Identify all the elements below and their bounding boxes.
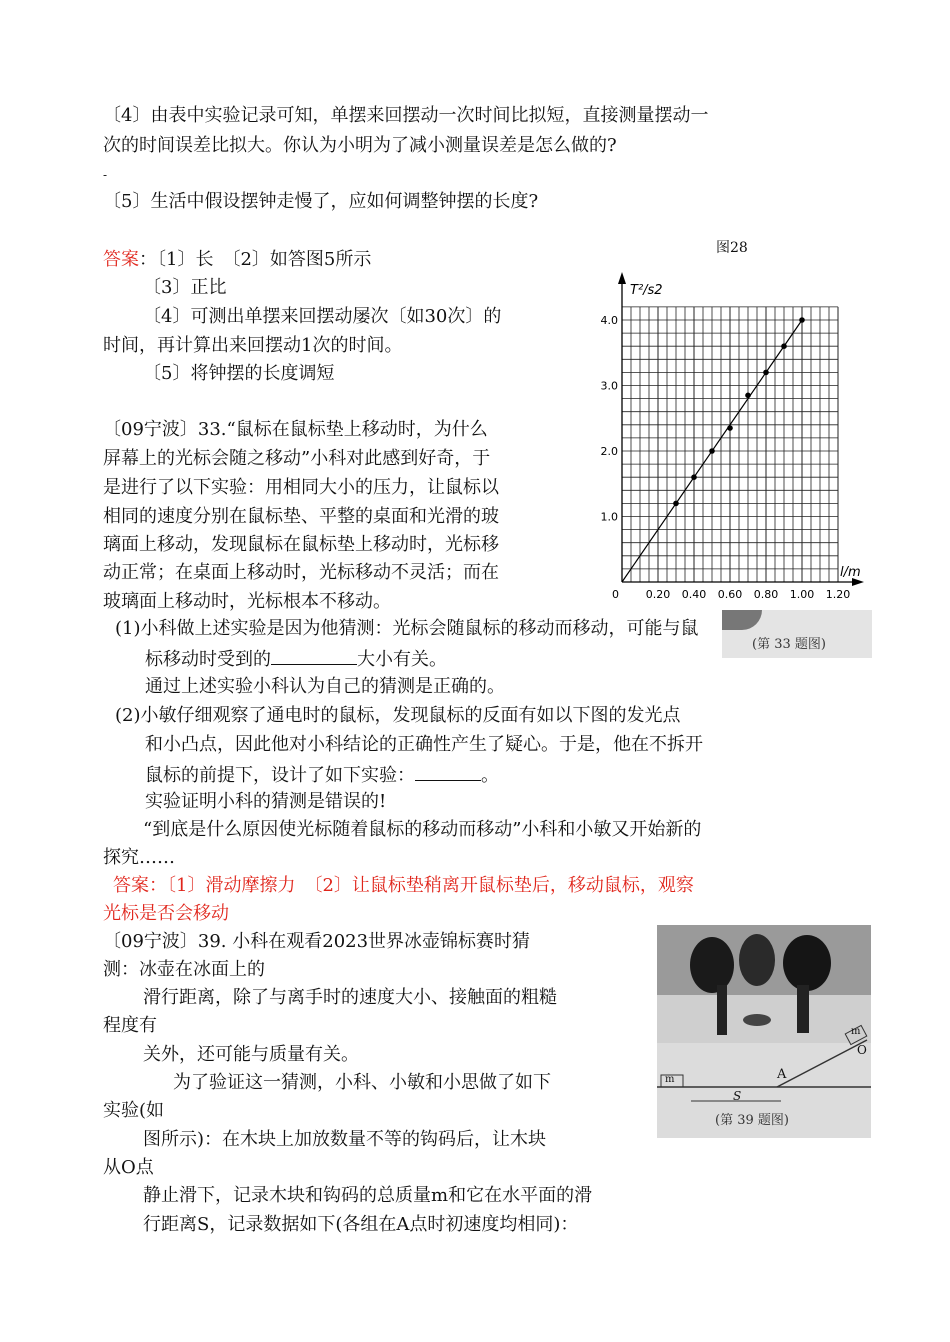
data-point xyxy=(763,370,769,376)
pendulum-chart xyxy=(590,260,861,605)
y-tick-label: 1.0 xyxy=(600,510,618,524)
q33-part2-line2: 和小凸点，因此他对小科结论的正确性产生了疑心。于是，他在不拆开 xyxy=(145,734,703,755)
q33-part1-post: 大小有关。 xyxy=(357,649,447,670)
fig39-label-o: O xyxy=(857,1043,867,1057)
x-axis-label: l/m xyxy=(840,565,861,580)
q33-part2-post: 。 xyxy=(481,765,499,786)
q39-line: 〔09宁波〕39. 小科在观看2023世界冰壶锦标赛时猜 xyxy=(103,931,531,952)
q33-line: 璃面上移动，发现鼠标在鼠标垫上移动时，光标移 xyxy=(103,534,499,555)
stray-dash: - xyxy=(103,168,108,182)
q33-answer-line2: 光标是否会移动 xyxy=(103,903,229,924)
q39-line: 测：冰壶在冰面上的 xyxy=(103,959,265,980)
answer-line5: 〔5〕将钟摆的长度调短 xyxy=(143,363,335,384)
fig39-caption: (第 39 题图) xyxy=(715,1113,789,1128)
x-tick-label: 1.00 xyxy=(789,588,815,601)
answer-line1 xyxy=(103,248,371,272)
q39-line: 行距离S，记录数据如下(各组在A点时初速度均相同)： xyxy=(143,1214,579,1235)
q39-line: 图所示)：在木块上加放数量不等的钩码后，让木块 xyxy=(143,1129,547,1150)
q33-line: 相同的速度分别在鼠标垫、平整的桌面和光滑的玻 xyxy=(103,506,499,527)
data-point xyxy=(709,448,715,454)
chart-container xyxy=(590,260,861,605)
q4-line2: 次的时间误差比拟大。你认为小明为了减小测量误差是怎么做的? xyxy=(103,135,617,156)
x-tick-label: 0.60 xyxy=(717,588,743,601)
q39-line: 滑行距离，除了与离手时的速度大小、接触面的粗糙 xyxy=(143,987,557,1008)
figure-33-caption: (第 33 题图) xyxy=(752,637,826,652)
answer-line2: 〔3〕正比 xyxy=(143,277,227,298)
q4-line1: 〔4〕由表中实验记录可知，单摆来回摆动一次时间比拟短，直接测量摆动一 xyxy=(103,105,709,126)
q33-closing-line1: “到底是什么原因使光标随着鼠标的移动而移动”小科和小敏又开始新的 xyxy=(143,819,702,840)
answer-blank-1[interactable] xyxy=(271,646,357,665)
data-point xyxy=(781,343,787,349)
q33-part2-line1: (2)小敏仔细观察了通电时的鼠标，发现鼠标的反面有如以下图的发光点 xyxy=(115,705,681,726)
q33-answer-line1: 答案：〔1〕滑动摩擦力 〔2〕让鼠标垫稍离开鼠标垫后，移动鼠标，观察 xyxy=(113,875,694,896)
mouse-shape xyxy=(722,610,762,630)
answer-line3: 〔4〕可测出单摆来回摆动屡次〔如30次〕的 xyxy=(143,306,502,327)
figure-33-photo xyxy=(722,610,872,658)
q33-line: 屏幕上的光标会随之移动”小科对此感到好奇，于 xyxy=(103,448,491,469)
q33-part1-line2 xyxy=(145,646,447,672)
q33-closing-line2: 探究…… xyxy=(103,847,175,868)
answer-line1-text: ：〔1〕长 〔2〕如答图5所示 xyxy=(139,249,372,270)
q39-line: 实验(如 xyxy=(103,1100,165,1121)
figure-39 xyxy=(657,925,871,1138)
y-tick-label: 4.0 xyxy=(600,314,618,327)
y-axis-label: T²/s2 xyxy=(630,283,663,298)
q39-line: 为了验证这一猜测，小科、小敏和小思做了如下 xyxy=(173,1072,551,1093)
fig39-label-s: S xyxy=(733,1089,742,1103)
answer-line4: 时间，再计算出来回摆动1次的时间。 xyxy=(103,335,403,356)
q33-part1-line3: 通过上述实验小科认为自己的猜测是正确的。 xyxy=(145,676,505,697)
x-tick-label: 1.20 xyxy=(825,588,851,601)
q33-line: 玻璃面上移动时，光标根本不移动。 xyxy=(103,591,391,612)
answer-label: 答案 xyxy=(103,249,139,270)
q33-line: 〔09宁波〕33.“鼠标在鼠标垫上移动时，为什么 xyxy=(103,419,488,440)
data-point xyxy=(673,501,679,507)
q39-line: 从O点 xyxy=(103,1157,154,1178)
fig39-mass-left: m xyxy=(665,1074,675,1085)
q39-line: 关外，还可能与质量有关。 xyxy=(143,1044,359,1065)
q39-line: 静止滑下，记录木块和钩码的总质量m和它在水平面的滑 xyxy=(143,1185,593,1206)
q33-line: 是进行了以下实验：用相同大小的压力，让鼠标以 xyxy=(103,477,499,498)
q5-text: 〔5〕生活中假设摆钟走慢了，应如何调整钟摆的长度? xyxy=(103,191,539,212)
fig39-label-a: A xyxy=(777,1067,787,1082)
x-tick-label: 0.40 xyxy=(681,588,707,601)
x-tick-label: 0.20 xyxy=(645,588,671,601)
figure-caption: 图28 xyxy=(716,240,748,256)
data-point xyxy=(691,474,697,480)
q33-part1-pre: 标移动时受到的 xyxy=(145,649,271,670)
origin-label: 0 xyxy=(612,588,619,601)
data-point xyxy=(745,393,751,399)
data-point xyxy=(727,425,733,431)
figure-39-drawing xyxy=(657,925,871,1138)
y-tick-label: 3.0 xyxy=(600,379,618,393)
x-tick-label: 0.80 xyxy=(753,588,779,601)
data-point xyxy=(799,317,805,323)
q33-line: 动正常；在桌面上移动时，光标移动不灵活；而在 xyxy=(103,562,499,583)
q39-line: 程度有 xyxy=(103,1015,157,1036)
y-tick-label: 2.0 xyxy=(600,445,618,458)
q33-part2-line3 xyxy=(145,762,499,788)
q33-part2-pre: 鼠标的前提下，设计了如下实验： xyxy=(145,765,415,786)
answer-blank-2[interactable] xyxy=(415,762,481,781)
q33-part2-line4: 实验证明小科的猜测是错误的! xyxy=(145,791,387,812)
fig39-mass-right: m xyxy=(851,1026,861,1037)
y-axis-arrow xyxy=(618,272,626,284)
q33-part1-line1: (1)小科做上述实验是因为他猜测：光标会随鼠标的移动而移动，可能与鼠 xyxy=(115,618,699,639)
